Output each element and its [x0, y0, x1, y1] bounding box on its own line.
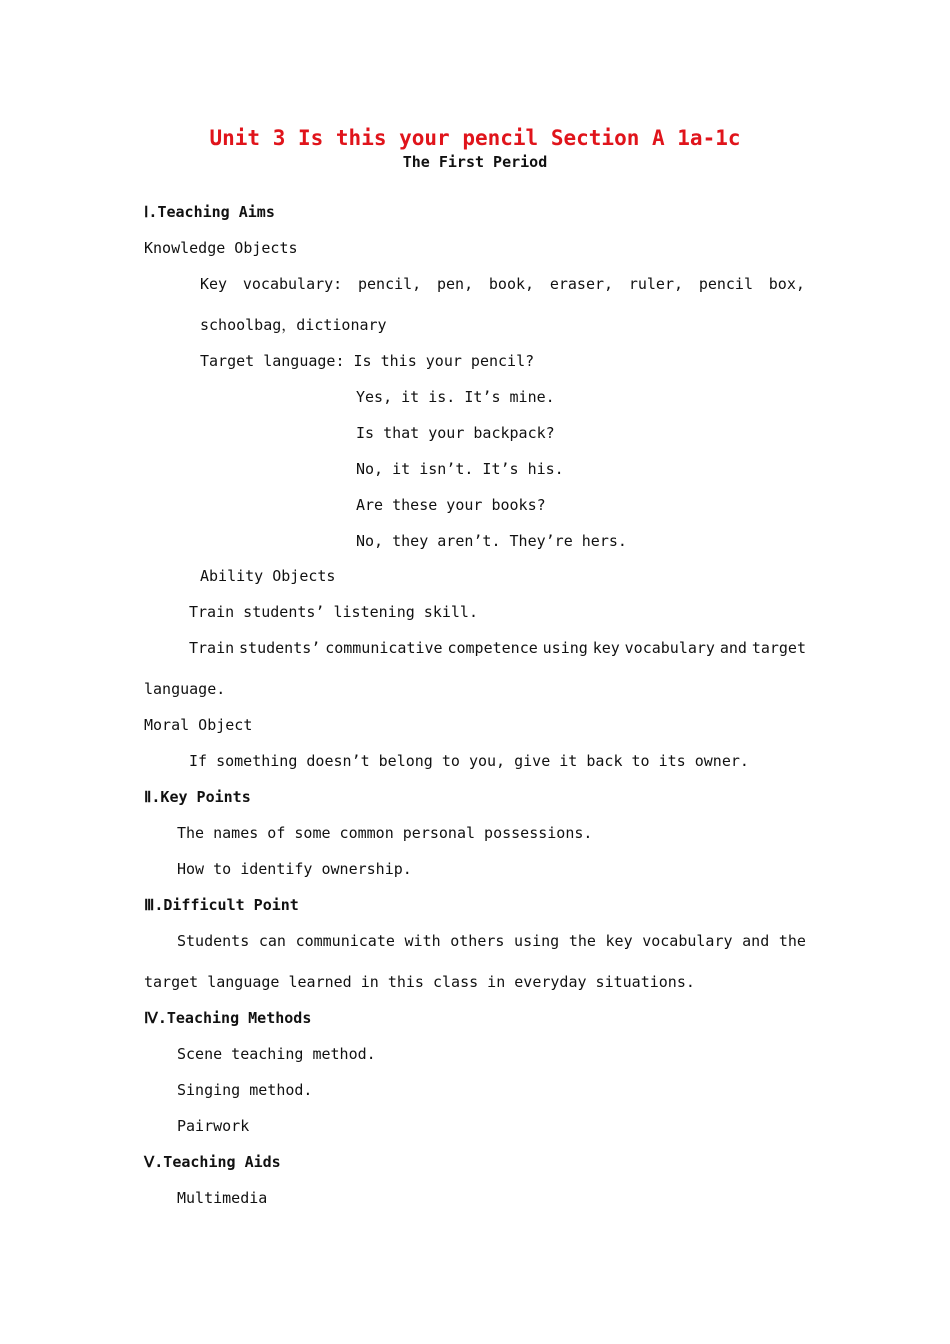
difficult-word: and	[742, 932, 770, 950]
vocab-word: pencil,	[358, 275, 422, 293]
ability-word: Train	[189, 639, 235, 657]
knowledge-objects-label: Knowledge Objects	[144, 239, 298, 257]
ability-object-item: Train students’ listening skill.	[189, 603, 478, 621]
difficult-point-line	[177, 931, 806, 951]
difficult-word: Students	[177, 932, 250, 950]
target-language-line: Is that your backpack?	[356, 424, 555, 442]
difficult-word: with	[404, 932, 441, 950]
ability-word: target	[751, 639, 806, 657]
difficult-word: the	[568, 932, 596, 950]
vocab-word: book,	[488, 275, 535, 293]
moral-object-label: Moral Object	[144, 716, 253, 734]
difficult-word: vocabulary	[642, 932, 733, 950]
target-language-line: No, they aren’t. They’re hers.	[356, 532, 627, 550]
vocab-word: pencil	[698, 275, 753, 293]
target-language-label: Target language: Is this your pencil?	[200, 352, 535, 370]
vocab-word: vocabulary:	[242, 275, 343, 293]
difficult-point-continued: target language learned in this class in everyday situations.	[144, 973, 695, 991]
section-heading-teaching-methods: Ⅳ.Teaching Methods	[144, 1009, 312, 1027]
difficult-word: can	[258, 932, 286, 950]
vocab-word: Key	[200, 275, 228, 293]
ability-word: students’	[239, 639, 321, 657]
ability-word: communicative	[325, 639, 443, 657]
ability-word: key	[592, 639, 620, 657]
document-title: Unit 3 Is this your pencil Section A 1a-1c	[209, 126, 741, 150]
vocab-word: pen,	[437, 275, 474, 293]
difficult-word: the	[778, 932, 806, 950]
ability-word: and	[719, 639, 747, 657]
key-vocabulary-line	[200, 274, 805, 294]
difficult-word: communicate	[295, 932, 395, 950]
difficult-word: key	[605, 932, 633, 950]
ability-objects-label: Ability Objects	[200, 567, 336, 585]
ability-word: competence	[447, 639, 538, 657]
key-point-item: How to identify ownership.	[177, 860, 412, 878]
target-language-line: No, it isn’t. It’s his.	[356, 460, 564, 478]
teaching-method-item: Pairwork	[177, 1117, 250, 1135]
ability-word: using	[542, 639, 588, 657]
vocab-word: eraser,	[549, 275, 614, 293]
teaching-aid-item: Multimedia	[177, 1189, 268, 1207]
difficult-word: others	[450, 932, 505, 950]
ability-object-item-2-continued: language.	[144, 680, 226, 698]
section-heading-teaching-aims: Ⅰ.Teaching Aims	[144, 203, 275, 221]
moral-object-item: If something doesn’t belong to you, give it back to its owner.	[189, 752, 749, 770]
section-heading-key-points: Ⅱ.Key Points	[144, 788, 251, 806]
teaching-method-item: Scene teaching method.	[177, 1045, 376, 1063]
target-language-line: Are these your books?	[356, 496, 546, 514]
key-point-item: The names of some common personal possessions.	[177, 824, 593, 842]
ability-word: vocabulary	[624, 639, 715, 657]
teaching-method-item: Singing method.	[177, 1081, 313, 1099]
target-language-line: Yes, it is. It’s mine.	[356, 388, 555, 406]
difficult-word: using	[514, 932, 560, 950]
section-heading-teaching-aids: Ⅴ.Teaching Aids	[144, 1153, 281, 1171]
key-vocabulary-continued: schoolbag，dictionary	[200, 316, 387, 334]
section-heading-difficult-point: Ⅲ.Difficult Point	[144, 896, 299, 914]
vocab-word: box,	[768, 275, 805, 293]
document-subtitle: The First Period	[402, 153, 548, 171]
vocab-word: ruler,	[628, 275, 684, 293]
ability-object-item-2	[189, 638, 806, 658]
